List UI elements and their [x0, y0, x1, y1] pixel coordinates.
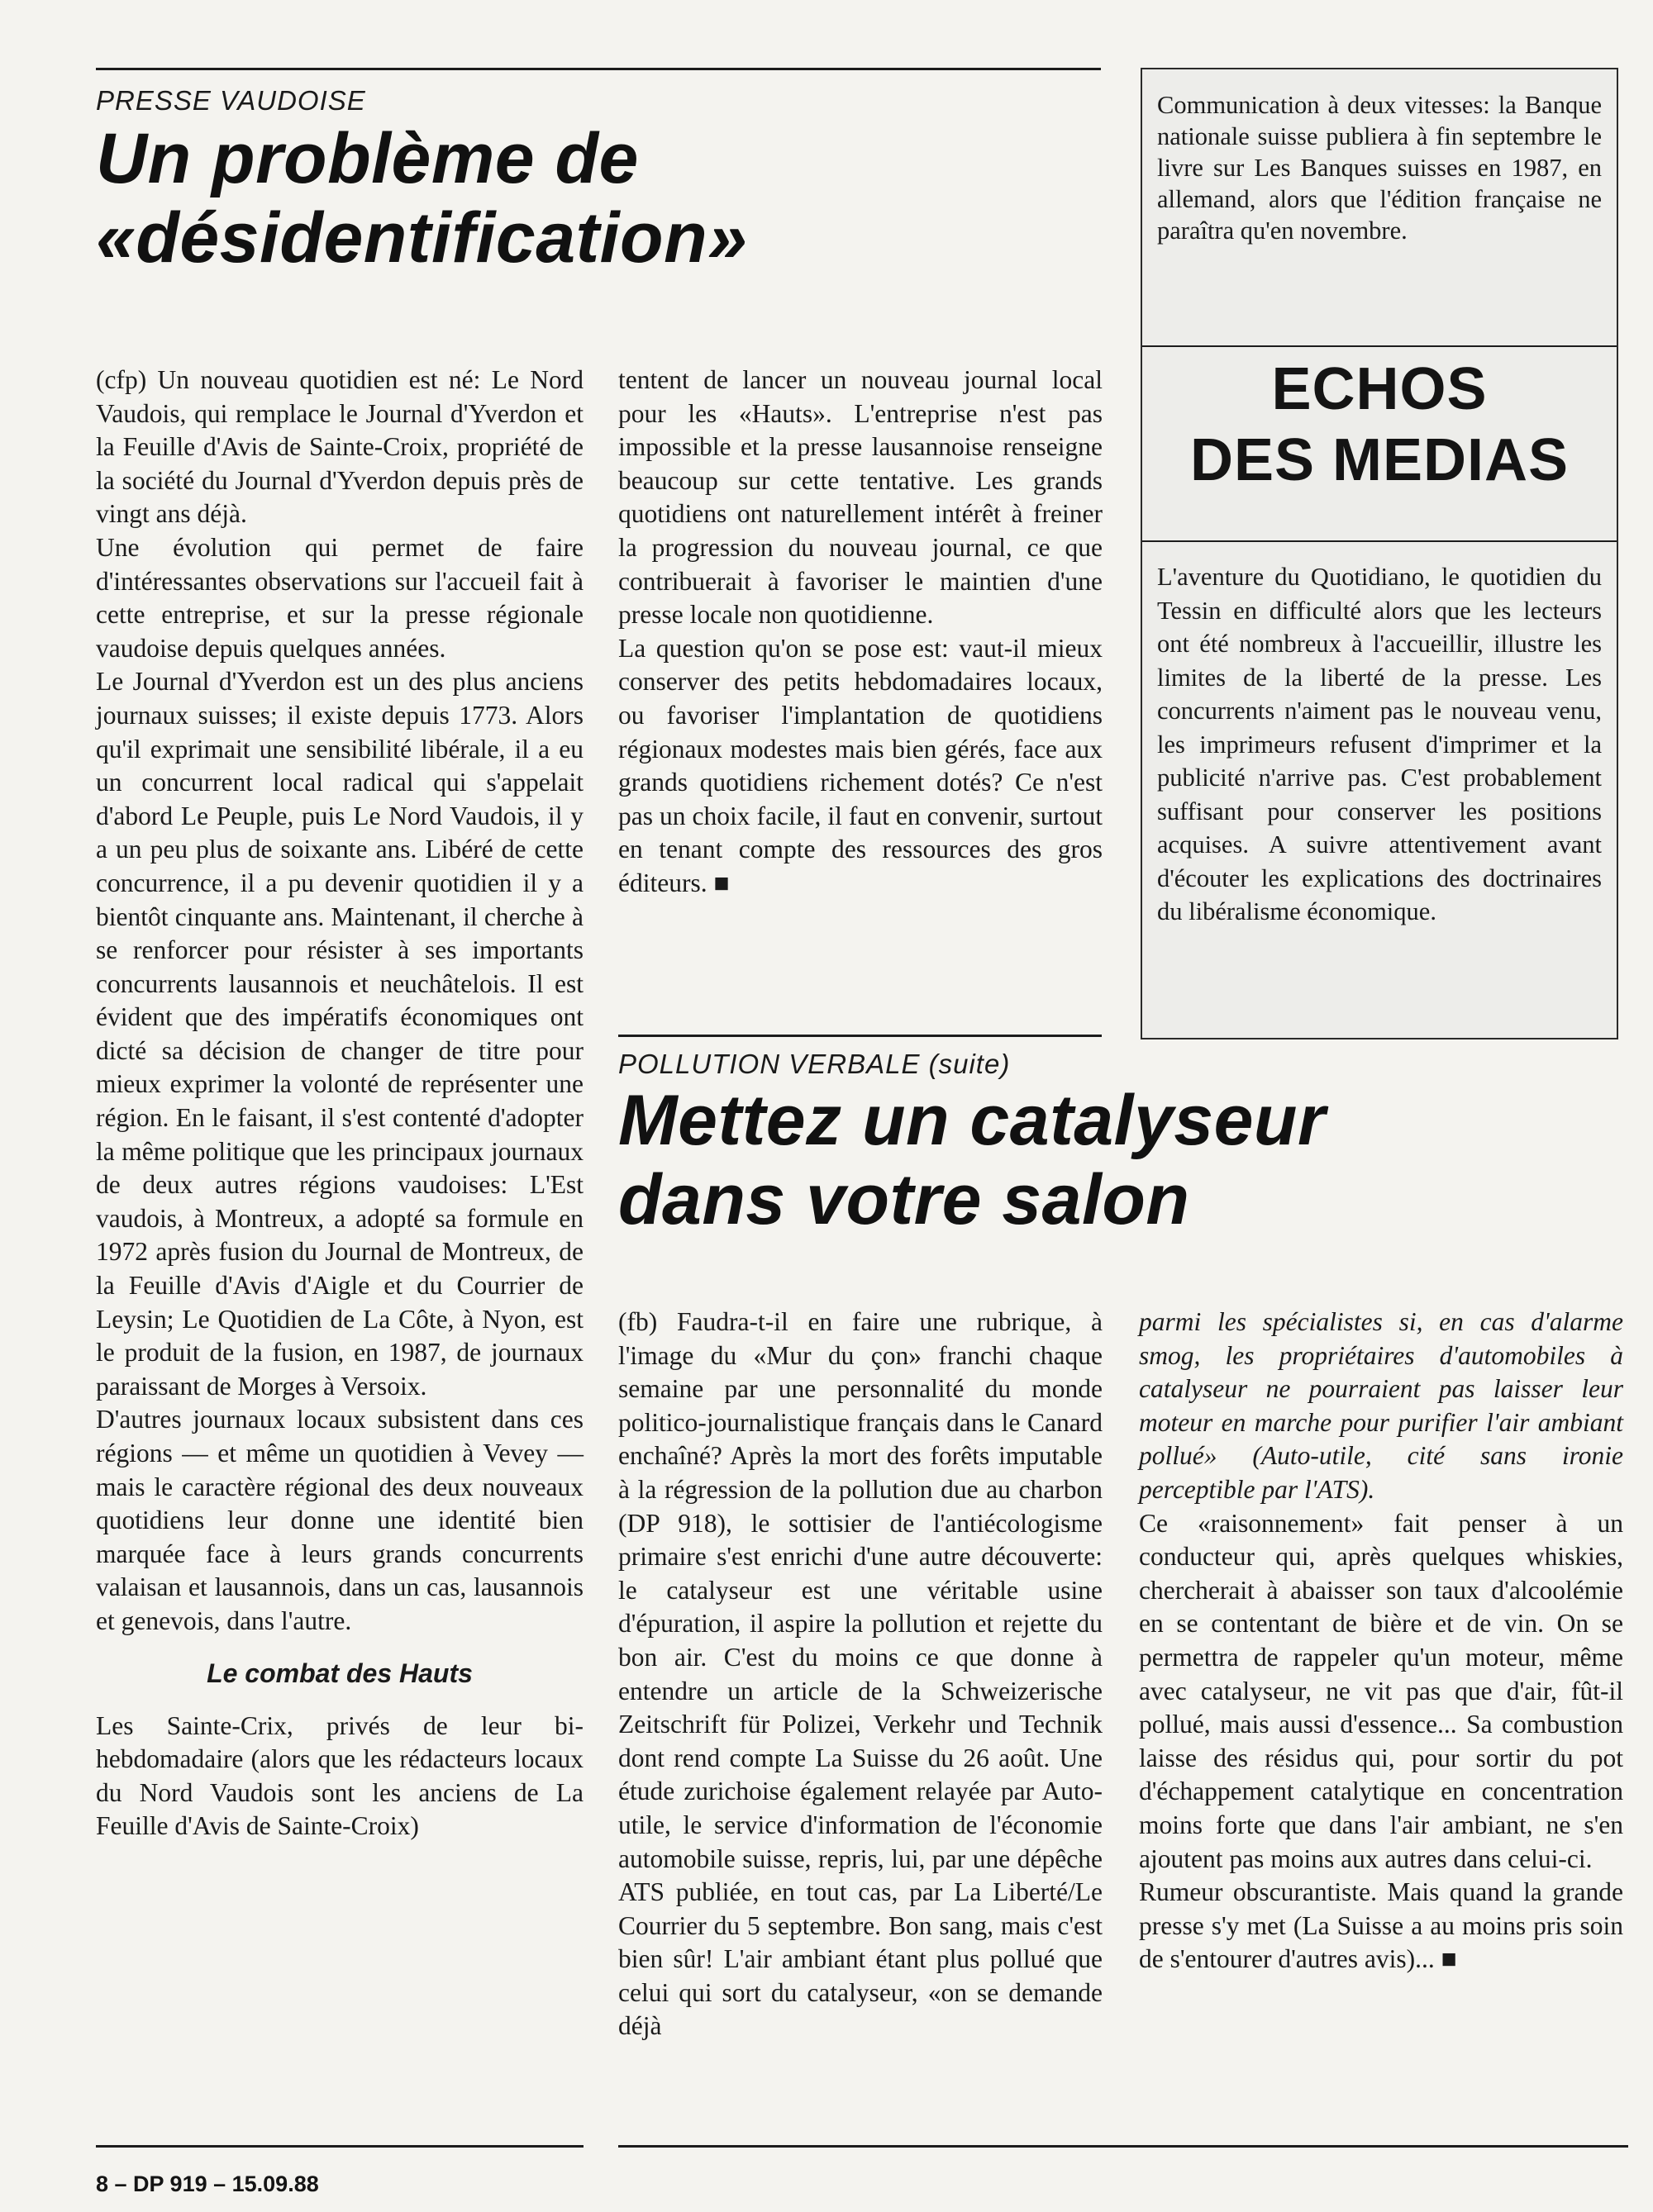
article2-column2	[1139, 1306, 1623, 1977]
article1-column2	[618, 364, 1103, 901]
article2-top-rule	[618, 1035, 1102, 1037]
article2-column1: (fb) Faudra-t-il en faire une rubrique, à l'image du «Mur du çon» franchi chaque semaine par une personnalité du monde politico-journalistique français dans le Canard enchaîné? Après la mort des forêts imputable à la régression de la pollution due au charbon (DP 918), le sottisier de l'antiécologisme primaire s'est enrichi d'une autre découverte: le catalyseur est une véritable usine d'épuration, il aspire la pollution et rejette du bon air. C'est du moins ce que donne à entendre un article de la Schweizerische Zeitschrift für Polizei, Verkehr und Technik dont rend compte La Suisse du 26 août. Une étude zurichoise également relayée par Auto-utile, le service d'information de l'économie automobile suisse, repris, lui, par une dépêche ATS publiée, en tout cas, par La Liberté/Le Courrier du 5 septembre. Bon sang, mais c'est bien sûr! L'air ambiant étant plus pollué que celui qui sort du catalyseur, «on se demande déjà	[618, 1307, 1103, 2041]
bottom-rule-right	[618, 2145, 1628, 2148]
article2-col2-paragraph: Rumeur obscurantiste. Mais quand la grande presse s'y met (La Suisse a au moins pris soin de s'entourer d'autres avis)... ■	[1139, 1877, 1623, 1974]
article2-col2-paragraph: Ce «raisonnement» fait penser à un conducteur qui, après quelques whiskies, chercherait à abaisser son taux d'alcoolémie en se contentant de bière et de vin. On se permettra de rappeler qu'un moteur, même avec catalyseur, ne vit pas que d'air, fût-il pollué, mais aussi d'essence... Sa combustion laisse des résidus qui, pour sortir du pot d'échappement catalytique en concentration moins forte que dans l'air ambiant, ne s'en ajoutent pas moins aux autres dans celui-ci.	[1139, 1508, 1623, 1873]
article2-col2-paragraph: parmi les spécialistes si, en cas d'alarme smog, les propriétaires d'automobiles à catalyseur ne pourraient pas laisser leur moteur en marche pour purifier l'air ambiant pollué» (Auto-utile, cité sans ironie perceptible par l'ATS).	[1139, 1307, 1623, 1504]
echos-divider-bottom	[1142, 540, 1617, 542]
article1-subhead: Le combat des Hauts	[207, 1658, 473, 1688]
article2-headline-line1: Mettez un catalyseur	[618, 1081, 1326, 1160]
echos-divider-top	[1142, 345, 1617, 347]
article1-col1-paragraph: Le Journal d'Yverdon est un des plus anciens journaux suisses; il existe depuis 1773. Alors qu'il exprimait une sensibilité libérale, il a eu un concurrent local radical qui s'appelait d'abord Le Peuple, puis Le Nord Vaudois, il y a un peu plus de soixante ans. Libéré de cette concurrence, il a pu devenir quotidien il y a bientôt cinquante ans. Maintenant, il cherche à se renforcer pour résister à ses importants concurrents lausannois et neuchâtelois. Il est évident que des impératifs économiques ont dicté sa décision de changer de titre pour mieux exprimer la volonté de représenter une région. En le faisant, il s'est contenté d'adopter la même politique que les principaux journaux de deux autres régions vaudoises: L'Est vaudois, à Montreux, a adopté sa formule en 1972 après fusion du Journal de Montreux, de la Feuille d'Avis d'Aigle et du Courrier de Leysin; Le Quotidien de La Côte, à Nyon, est le produit de la fusion, en 1987, de journaux paraissant de Morges à Versoix.	[96, 667, 584, 1401]
article1-col2-paragraph: La question qu'on se pose est: vaut-il mieux conserver des petits hebdomadaires locaux, ou favoriser l'implantation de quotidiens régionaux modestes mais bien gérés, face aux grands quotidiens richement dotés? Ce n'est pas un choix facile, il faut en convenir, surtout en tenant compte des ressources des gros éditeurs. ■	[618, 633, 1103, 897]
article1-col1-paragraph: Une évolution qui permet de faire d'intéressantes observations sur l'accueil fait à cette entreprise, et sur la presse régionale vaudoise depuis quelques années.	[96, 532, 584, 663]
article1-col1-paragraph: (cfp) Un nouveau quotidien est né: Le Nord Vaudois, qui remplace le Journal d'Yverdon et la Feuille d'Avis de Sainte-Croix, propriété de la société du Journal d'Yverdon depuis près de vingt ans déjà.	[96, 365, 584, 529]
article1-headline-line2: «désidentification»	[96, 198, 748, 278]
echos-box	[1141, 68, 1618, 1039]
article1-col2-paragraph: tentent de lancer un nouveau journal local pour les «Hauts». L'entreprise n'est pas impossible et la presse lausannoise renseigne beaucoup sur cette tentative. Les grands quotidiens ont naturellement intérêt à freiner la progression du nouveau journal, ce que contribuerait à favoriser le maintien d'une presse locale non quotidienne.	[618, 365, 1103, 630]
article1-headline	[96, 119, 1112, 278]
echos-title-line2: DES MEDIAS	[1189, 427, 1570, 493]
article1-column1	[96, 364, 584, 1843]
article2-headline-line2: dans votre salon	[618, 1160, 1190, 1239]
echos-top-text: Communication à deux vitesses: la Banque nationale suisse publiera à fin septembre le livre sur Les Banques suisses en 1987, en allemand, alors que l'édition française ne paraîtra qu'en novembre.	[1157, 91, 1602, 245]
article1-col1-paragraph: D'autres journaux locaux subsistent dans ces régions — et même un quotidien à Vevey — mais le caractère régional des deux nouveaux quotidiens leur donne une identité bien marquée face à leurs grands concurrents valaisan et lausannois, dans un cas, lausannois et genevois, dans l'autre.	[96, 1405, 584, 1635]
article2-kicker: POLLUTION VERBALE (suite)	[618, 1049, 1011, 1079]
page-folio: 8 – DP 919 – 15.09.88	[96, 2172, 319, 2196]
echos-title-line1: ECHOS	[1271, 356, 1488, 422]
echos-title	[1142, 354, 1617, 496]
article2-headline	[618, 1081, 1627, 1239]
bottom-rule-left	[96, 2145, 584, 2148]
article1-headline-line1: Un problème de	[96, 119, 639, 198]
article1-col1-after-subhead: Les Sainte-Crix, privés de leur bi-hebdomadaire (alors que les rédacteurs locaux du Nord Vaudois sont les anciens de La Feuille d'Avis de Sainte-Croix)	[96, 1710, 584, 1841]
echos-bottom-text: L'aventure du Quotidiano, le quotidien du Tessin en difficulté alors que les lecteurs ont été nombreux à l'accueillir, illustre les limites de la liberté de la presse. Les concurrents n'aiment pas le nouveau venu, les imprimeurs refusent d'imprimer et la publicité n'arrive pas. C'est probablement suffisant pour conserver les positions acquises. A suivre attentivement avant d'écouter les explications des doctrinaires du libéralisme économique.	[1157, 563, 1602, 925]
article1-kicker: PRESSE VAUDOISE	[96, 85, 366, 116]
top-rule-left	[96, 68, 1101, 70]
